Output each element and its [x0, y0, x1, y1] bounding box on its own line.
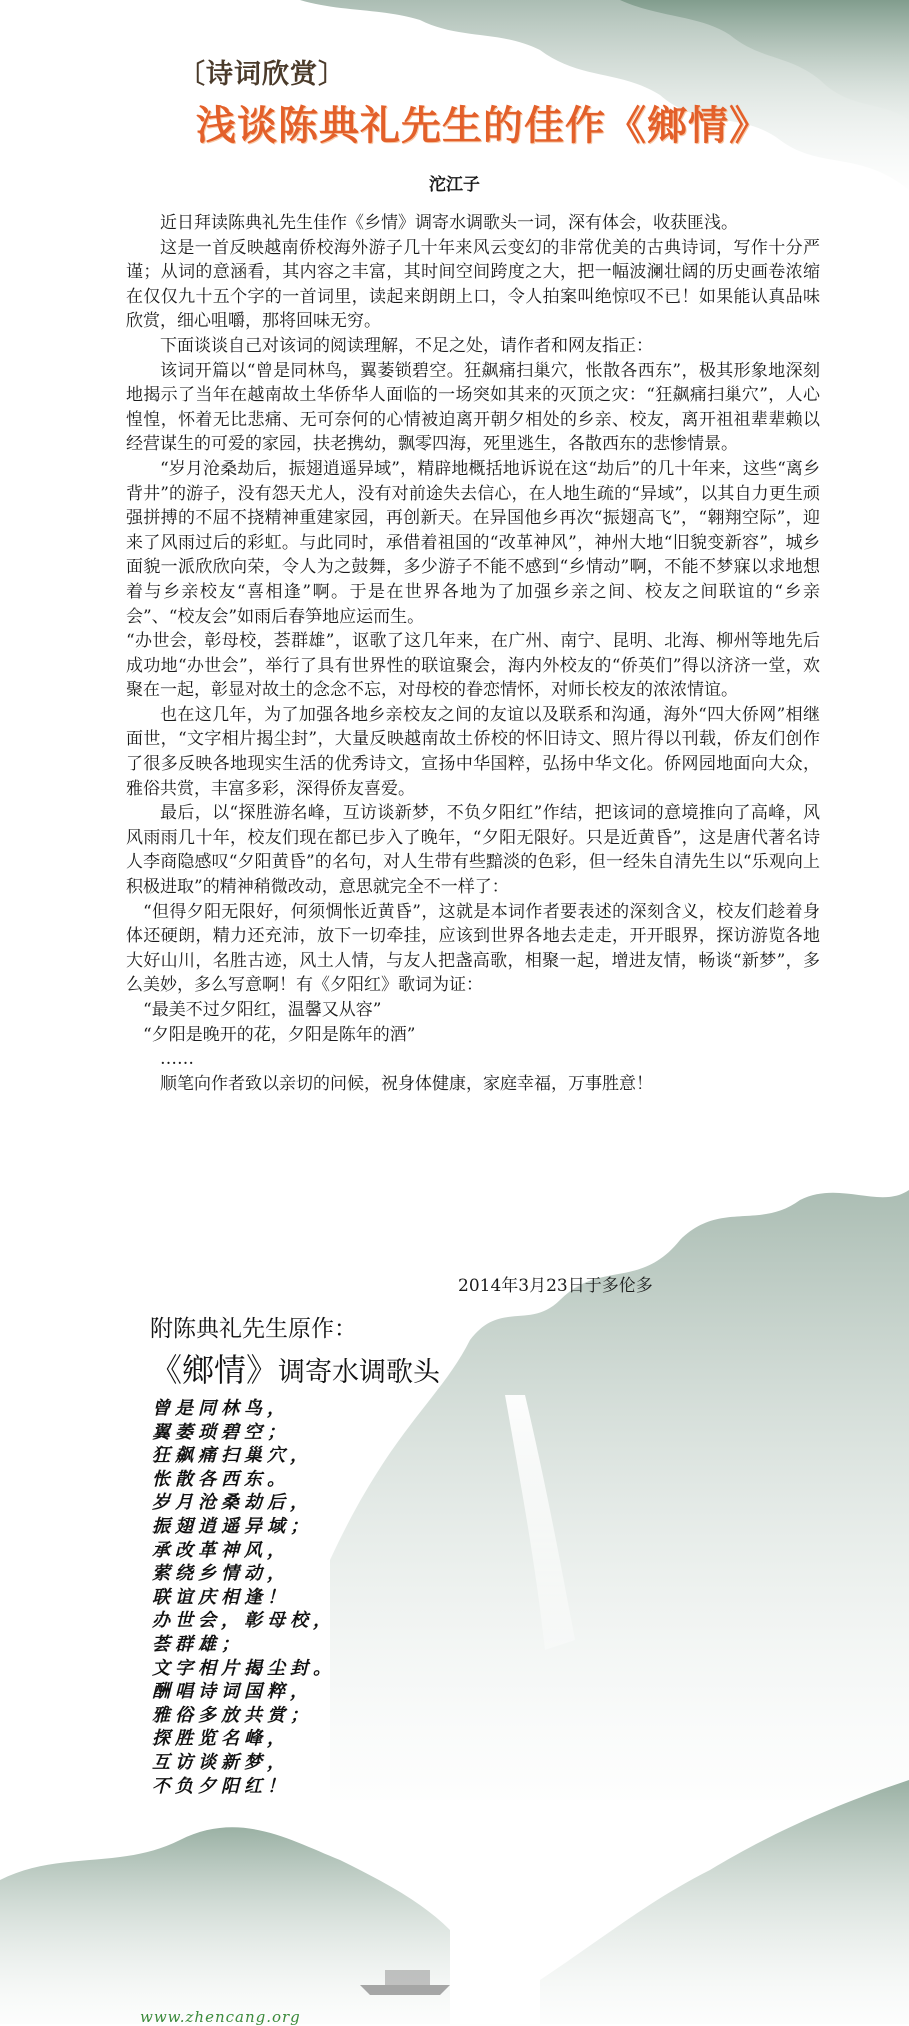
poem-line: 岁月沧桑劫后， — [152, 1492, 313, 1514]
article-paragraph: 最后，以“探胜游名峰，互访谈新梦，不负夕阳红”作结，把该词的意境推向了高峰，风风雨雨几十年，校友们现在都已步入了晚年，“夕阳无限好。只是近黄昏”，这是唐代著名诗人李商隐感叹“夕阳黄昏”的名句，对人生带有些黯淡的色彩，但一经朱自清先生以“乐观向上积极进取”的精神稍微改动，意思就完全不一样了： — [126, 803, 820, 898]
poem-line: 荟群雄； — [152, 1633, 244, 1655]
article-paragraph: 该词开篇以“曾是同林鸟，翼萎锁碧空。狂飙痛扫巢穴，怅散各西东”，极其形象地深刻地揭示了当年在越南故土华侨华人面临的一场突如其来的灭顶之灾：“狂飙痛扫巢穴”，人心惶惶，怀着无比悲痛、无可奈何的心情被迫离开朝夕相处的乡亲、校友，离开祖祖辈辈赖以经营谋生的可爱的家园，扶老携幼，飘零四海，死里逃生，各散西东的悲惨情景。 — [126, 360, 820, 455]
article-paragraph: 这是一首反映越南侨校海外游子几十年来风云变幻的非常优美的古典诗词，写作十分严谨；从词的意涵看，其内容之丰富，其时间空间跨度之大，把一幅波澜壮阔的历史画卷浓缩在仅仅九十五个字的一首词里，读起来朗朗上口，令人拍案叫绝惊叹不已！如果能认真品味欣赏，细心咀嚼，那将回味无穷。 — [126, 237, 820, 332]
poem-line: 不负夕阳红！ — [152, 1775, 290, 1797]
poem-line: 狂飙痛扫巢穴， — [152, 1445, 313, 1467]
article-paragraph: “但得夕阳无限好，何须惆怅近黄昏”，这就是本词作者要表述的深刻含义，校友们趁着身体还硬朗，精力还充沛，放下一切牵挂，应该到世界各地去走走，开开眼界，探访游览各地大好山川，名胜古迹，风土人情，与友人把盏高歌，相聚一起，增进友情，畅谈“新梦”，多么美妙，多么写意啊！有《夕阳红》歌词为证： — [126, 901, 820, 996]
poem-tune: 调寄水调歌头 — [278, 1357, 441, 1388]
poem-line: 萦绕乡情动， — [152, 1563, 290, 1585]
poem-line: 曾是同林鸟， — [152, 1398, 290, 1419]
poem-line: 怅散各西东。 — [152, 1468, 290, 1490]
lyric-quote: “最美不过夕阳红，温馨又从容” — [143, 1000, 382, 1020]
poem-name: 《鄉情》 — [150, 1351, 279, 1389]
poem-line: 探胜览名峰， — [152, 1728, 290, 1750]
poem-line: 办世会，彰母校， — [152, 1610, 336, 1632]
page-title: 浅谈陈典礼先生的佳作《鄉情》 — [196, 103, 770, 149]
poem-line: 承改革神风， — [152, 1539, 290, 1561]
article-paragraph: 下面谈谈自己对该词的阅读理解，不足之处，请作者和网友指正： — [160, 335, 653, 356]
column-label: 〔诗词欣赏〕 — [178, 59, 346, 90]
poem-line: 文字相片揭尘封。 — [152, 1657, 336, 1679]
article-paragraph: “办世会，彰母校，荟群雄”，讴歌了这几年来，在广州、南宁、昆明、北海、柳州等地先后成功地“办世会”，举行了具有世界性的联谊聚会，海内外校友的“侨英们”得以济济一堂，欢聚在一起，彰显对故土的念念不忘，对母校的眷恋情怀，对师长校友的浓浓情谊。 — [126, 631, 820, 701]
poem-line: 联谊庆相逢！ — [152, 1586, 290, 1608]
poem — [152, 1397, 336, 1798]
article-date: 2014年3月23日于多伦多 — [458, 1276, 653, 1296]
article-paragraph: 也在这几年，为了加强各地乡亲校友之间的友谊以及联系和沟通，海外“四大侨网”相继面世，“文字相片揭尘封”，大量反映越南故土侨校的怀旧诗文、照片得以刊载，侨友们创作了很多反映各地现实生活的优秀诗文，宣扬中华国粹，弘扬中华文化。侨网园地面向大众，雅俗共赏，丰富多彩，深得侨友喜爱。 — [126, 704, 820, 799]
ellipsis: …… — [160, 1049, 194, 1070]
poem-line: 酬唱诗词国粹， — [152, 1681, 313, 1703]
website-link[interactable]: www.zhencang.org — [140, 2008, 301, 2026]
article-body — [126, 211, 820, 1096]
article-paragraph: 近日拜读陈典礼先生佳作《乡情》调寄水调歌头一词，深有体会，收获匪浅。 — [160, 213, 738, 233]
poem-line: 翼萎琐碧空； — [152, 1421, 290, 1443]
poem-line: 互访谈新梦， — [152, 1751, 290, 1773]
article-paragraph: “岁月沧桑劫后，振翅逍遥异域”，精辟地概括地诉说在这“劫后”的几十年来，这些“离乡背井”的游子，没有怨天尤人，没有对前途失去信心，在人地生疏的“异域”，以其自力更生顽强拼搏的不屈不挠精神重建家园，再创新天。在异国他乡再次“振翅高飞”，“翱翔空际”，迎来了风雨过后的彩虹。与此同时，承借着祖国的“改革神风”，神州大地“旧貌变新容”，城乡面貌一派欣欣向荣，令人为之鼓舞，多少游子不能不感到“乡情动”啊，不能不梦寐以求地想着与乡亲校友“喜相逢”啊。于是在世界各地为了加强乡亲之间、校友之间联谊的“乡亲会”、“校友会”如雨后春笋地应运而生。 — [126, 458, 820, 627]
author-name: 沱江子 — [429, 175, 480, 195]
poem-line: 振翅逍遥异域； — [152, 1515, 313, 1537]
original-work-title — [150, 1345, 440, 1391]
poem-line: 雅俗多放共赏； — [152, 1704, 313, 1726]
lyric-quote: “夕阳是晚开的花，夕阳是陈年的酒” — [143, 1024, 416, 1045]
original-work-label: 附陈典礼先生原作： — [150, 1316, 357, 1342]
closing-paragraph: 顺笔向作者致以亲切的问候，祝身体健康，家庭幸福，万事胜意！ — [160, 1073, 653, 1094]
